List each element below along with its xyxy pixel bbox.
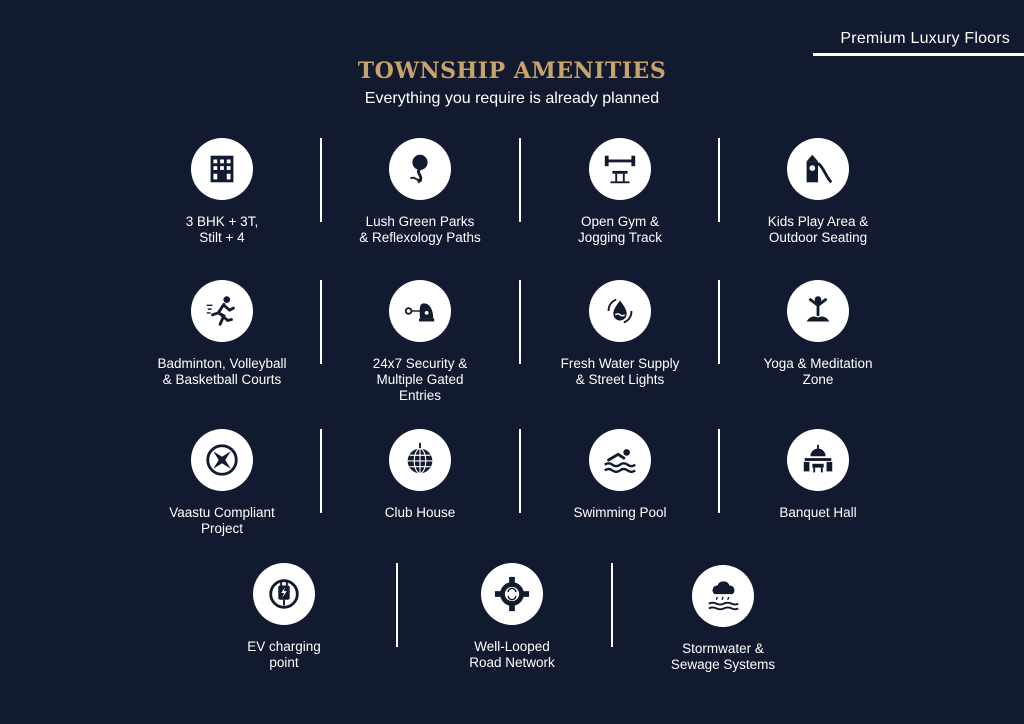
roundabout-road-icon	[481, 563, 543, 625]
column-divider	[320, 280, 322, 364]
yoga-meditation-icon	[787, 280, 849, 342]
amenity-item	[325, 280, 515, 404]
amenity-label: 3 BHK + 3T, Stilt + 4	[185, 214, 259, 245]
amenity-item	[417, 563, 607, 671]
column-divider	[320, 138, 322, 222]
amenity-label: Yoga & Meditation Zone	[763, 356, 873, 387]
amenity-label: EV charging point	[247, 639, 321, 670]
amenity-item	[525, 138, 715, 246]
amenity-item	[325, 138, 515, 246]
swimmer-icon	[589, 429, 651, 491]
column-divider	[718, 280, 720, 364]
amenity-item	[127, 429, 317, 537]
amenity-label: 24x7 Security & Multiple Gated Entries	[372, 356, 468, 403]
amenity-label: Fresh Water Supply & Street Lights	[560, 356, 680, 387]
amenity-label: Well-Looped Road Network	[469, 639, 555, 670]
column-divider	[519, 429, 521, 513]
amenity-label: Kids Play Area & Outdoor Seating	[767, 214, 869, 245]
building-icon	[191, 138, 253, 200]
amenity-label: Club House	[384, 505, 456, 520]
amenity-item	[127, 280, 317, 388]
amenity-label: Stormwater & Sewage Systems	[670, 641, 776, 672]
gym-barbell-icon	[589, 138, 651, 200]
column-divider	[718, 138, 720, 222]
amenity-label: Open Gym & Jogging Track	[577, 214, 663, 245]
brand-tag: Premium Luxury Floors	[840, 30, 1010, 47]
security-camera-bell-icon	[389, 280, 451, 342]
globe-clubhouse-icon	[389, 429, 451, 491]
page-subtitle: Everything you require is already planned	[364, 90, 660, 107]
amenity-label: Badminton, Volleyball & Basketball Courts	[157, 356, 287, 387]
amenity-label: Lush Green Parks & Reflexology Paths	[359, 214, 481, 245]
amenity-item	[325, 429, 515, 521]
column-divider	[611, 563, 613, 647]
amenity-item	[723, 138, 913, 246]
column-divider	[396, 563, 398, 647]
amenity-label: Vaastu Compliant Project	[169, 505, 275, 536]
column-divider	[519, 280, 521, 364]
amenity-item	[723, 280, 913, 388]
water-drop-recycle-icon	[589, 280, 651, 342]
amenity-label: Swimming Pool	[573, 505, 667, 520]
running-person-icon	[191, 280, 253, 342]
page-title: TOWNSHIP AMENITIES	[357, 58, 667, 84]
amenity-item	[127, 138, 317, 246]
amenity-item	[525, 429, 715, 521]
brand-underline	[813, 53, 1024, 56]
amenity-item	[189, 563, 379, 671]
ev-plug-icon	[253, 563, 315, 625]
compass-icon	[191, 429, 253, 491]
park-tree-icon	[389, 138, 451, 200]
rain-cloud-drain-icon	[692, 565, 754, 627]
playground-slide-icon	[787, 138, 849, 200]
amenity-item	[723, 429, 913, 521]
column-divider	[718, 429, 720, 513]
amenity-item	[628, 565, 818, 673]
banquet-hall-icon	[787, 429, 849, 491]
amenity-label: Banquet Hall	[779, 505, 857, 520]
column-divider	[519, 138, 521, 222]
amenity-item	[525, 280, 715, 388]
column-divider	[320, 429, 322, 513]
